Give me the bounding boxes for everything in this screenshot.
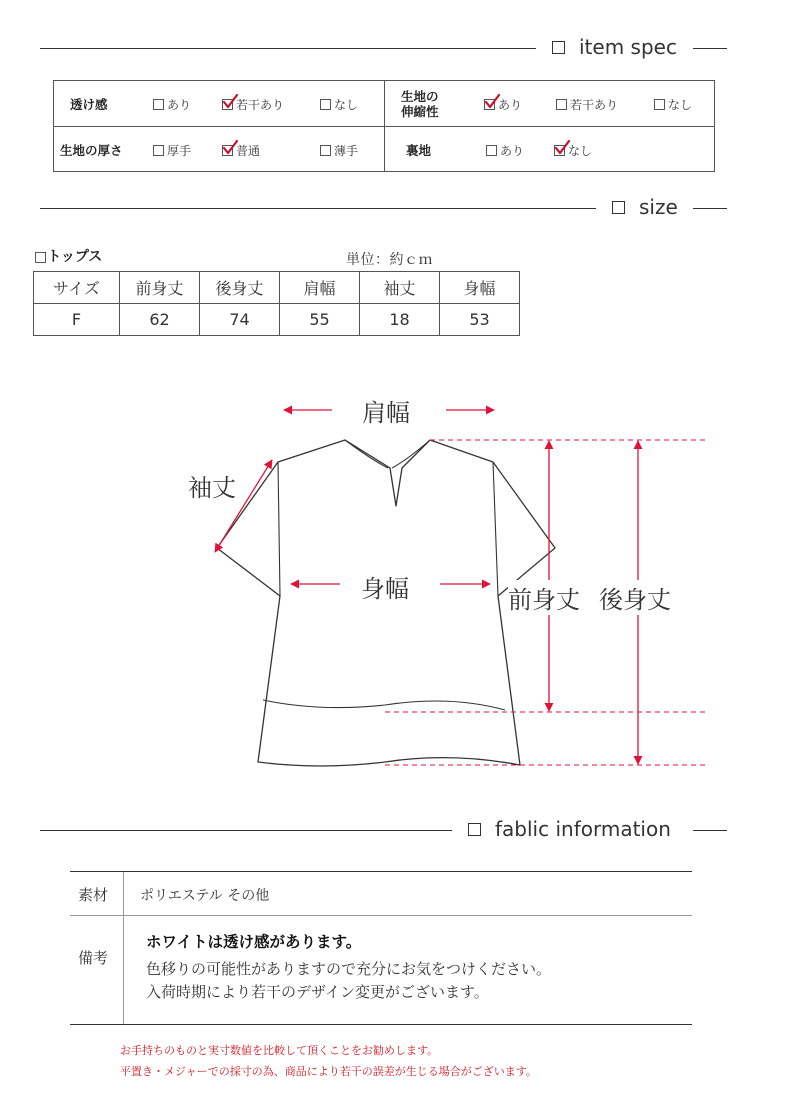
square-icon (612, 201, 625, 214)
fabric-divider-right (693, 830, 727, 831)
spec-label-lining: 裏地 (406, 143, 432, 158)
table-divider (70, 915, 692, 916)
hem-line (263, 700, 505, 710)
checkbox (320, 99, 331, 110)
size-divider (40, 208, 596, 209)
option-label: あり (167, 98, 192, 112)
tops-title (34, 246, 102, 266)
checkbox-checked (222, 145, 233, 156)
table-header-cell: 身幅 (440, 272, 520, 304)
unit-label: 単位：約ｃｍ (346, 252, 433, 268)
checkmark-icon (553, 139, 571, 157)
table-divider (54, 126, 714, 127)
option-label: あり (500, 144, 525, 158)
table-row (34, 304, 520, 336)
material-label: 素材 (78, 886, 109, 904)
fabric-header (468, 817, 671, 841)
fabric-title: fablic information (495, 817, 671, 841)
spec-option (320, 142, 358, 159)
item-spec-title: item spec (579, 35, 677, 59)
option-label: 薄手 (334, 144, 359, 158)
remarks-bold: ホワイトは透け感があります。 (146, 933, 362, 951)
item-spec-table (53, 80, 715, 172)
size-divider-right (693, 208, 727, 209)
table-header-cell: 前身丈 (120, 272, 200, 304)
square-icon (468, 823, 481, 836)
spec-label-stretch (401, 89, 439, 119)
table-cell: 18 (360, 304, 440, 336)
spec-label-thickness: 生地の厚さ (60, 143, 123, 158)
spec-option (486, 142, 524, 159)
table-header-cell: 後身丈 (200, 272, 280, 304)
option-label: なし (568, 144, 593, 158)
material-value: ポリエステル その他 (140, 888, 270, 904)
remarks-line-2: 入荷時期により若干のデザイン変更がございます。 (146, 983, 489, 1001)
checkbox (654, 99, 665, 110)
table-cell: 74 (200, 304, 280, 336)
table-divider (70, 1024, 692, 1025)
fabric-divider (40, 830, 452, 831)
option-label: なし (334, 98, 359, 112)
option-label: 普通 (236, 144, 261, 158)
checkbox (486, 145, 497, 156)
spec-option (320, 96, 358, 113)
spec-option (222, 96, 284, 113)
table-divider (123, 872, 124, 1024)
size-table (33, 271, 520, 336)
spec-option (654, 96, 692, 113)
table-cell: 53 (440, 304, 520, 336)
table-cell: 55 (280, 304, 360, 336)
square-icon (552, 41, 565, 54)
spec-option (153, 142, 191, 159)
diagram-label-shoulder: 肩幅 (362, 399, 410, 427)
table-cell: 62 (120, 304, 200, 336)
remarks-line-1: 色移りの可能性がありますので充分にお気をつけください。 (146, 960, 552, 978)
diagram-label-front-length: 前身丈 (508, 580, 580, 615)
size-title: size (639, 195, 678, 219)
checkmark-icon (221, 93, 239, 111)
table-header-cell: 肩幅 (280, 272, 360, 304)
checkbox-checked (222, 99, 233, 110)
checkbox-checked (484, 99, 495, 110)
spec-option (153, 96, 191, 113)
checkbox (153, 145, 164, 156)
size-header (612, 195, 678, 219)
checkmark-icon (221, 139, 239, 157)
option-label: 若干あり (570, 98, 619, 112)
table-cell: F (34, 304, 120, 336)
checkbox (320, 145, 331, 156)
diagram-label-width: 身幅 (361, 575, 409, 603)
option-label: 若干あり (236, 98, 285, 112)
table-divider (70, 871, 692, 872)
spec-option (554, 142, 592, 159)
option-label: あり (498, 98, 523, 112)
option-label: 厚手 (167, 144, 192, 158)
item-spec-header (552, 35, 677, 59)
tops-title-text: トップス (47, 249, 103, 265)
item-spec-divider-right (693, 48, 727, 49)
table-header-cell: サイズ (34, 272, 120, 304)
spec-label-transparency: 透け感 (70, 97, 108, 112)
checkbox (556, 99, 567, 110)
diagram-label-back-length: 後身丈 (599, 580, 671, 615)
diagram-label-sleeve: 袖丈 (188, 474, 236, 502)
checkbox-checked (554, 145, 565, 156)
checkmark-icon (483, 93, 501, 111)
item-spec-divider (40, 48, 536, 49)
spec-option (484, 96, 522, 113)
spec-option (556, 96, 618, 113)
table-header-cell: 袖丈 (360, 272, 440, 304)
table-header-row (34, 272, 520, 304)
remarks-label: 備考 (78, 949, 109, 967)
label-line: 伸縮性 (401, 104, 439, 119)
option-label: なし (668, 98, 693, 112)
label-line: 生地の (401, 89, 439, 104)
checkbox (153, 99, 164, 110)
note-line-2: 平置き・メジャーでの採寸の為、商品により若干の誤差が生じる場合がございます。 (120, 1065, 537, 1078)
note-line-1: お手持ちのものと実寸数値を比較して頂くことをお勧めします。 (120, 1044, 439, 1057)
spec-option (222, 142, 260, 159)
neck-line (345, 440, 430, 468)
square-icon: □ (34, 249, 48, 265)
